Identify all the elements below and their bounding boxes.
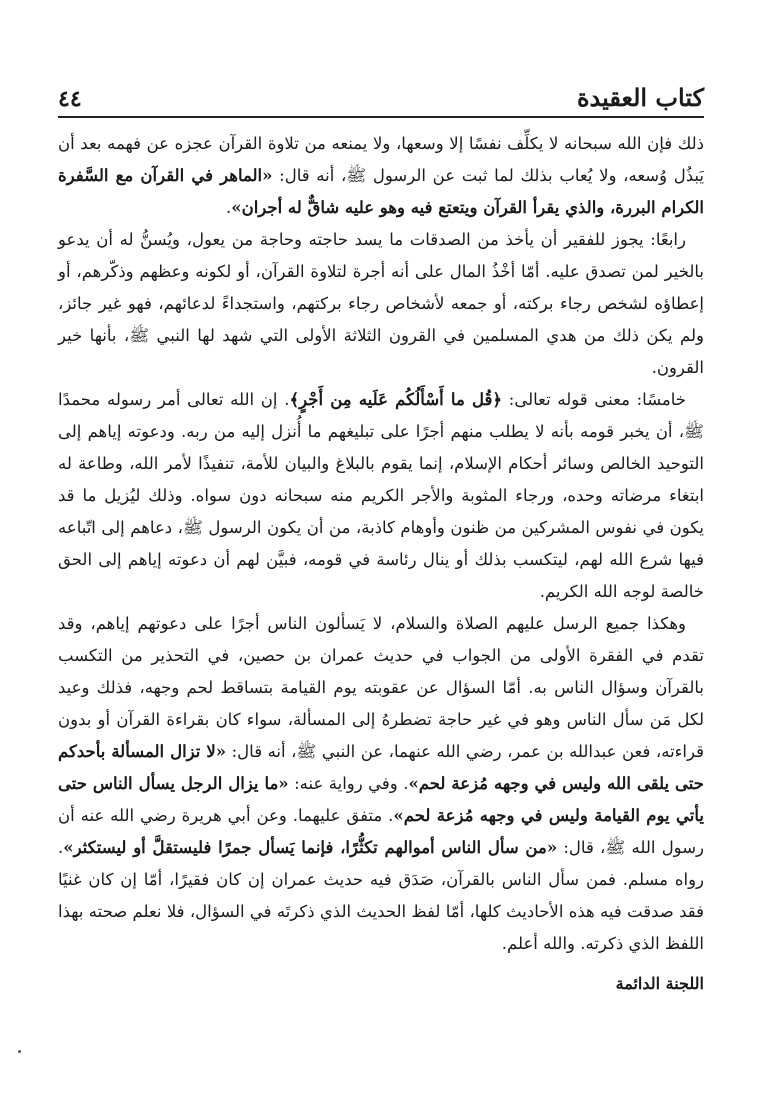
quoted-text: «الماهر في القرآن مع السَّفرة الكرام البررة، والذي يقرأ القرآن ويتعتع فيه وهو عليه شاقٌّ له أجران» (58, 166, 704, 217)
quoted-text: «ما يزال الرجل يسأل الناس حتى يأتي يوم القيامة وليس في وجهه مُزعة لحم» (58, 774, 704, 825)
margin-dot (18, 1050, 21, 1053)
quoted-text: «لا تزال المسألة بأحدكم حتى يلقى الله وليس في وجهه مُزعة لحم» (58, 742, 704, 793)
text-segment: خامسًا: معنى قوله تعالى: (502, 390, 686, 409)
quoted-text: ﴿قُل ما أَسْأَلُكُم عَلَيه مِن أَجْرٍ﴾ (289, 390, 503, 409)
text-segment: . إن الله تعالى أمر رسوله محمدًا ﷺ، أن يخبر قومه بأنه لا يطلب منهم أجرًا على تبليغهم ما أُنزل إليه من ربه. ودعوته إياهم إلى التوحيد الخالص وسائر أحكام الإسلام، إنما يقوم بالبلاغ والبيان للأمة، تنفيذًا لأمر الله، وطاعة له ابتغاء مرضاته وحده، ورجاء المثوبة والأجر الكريم منه سبحانه دون سواه. وذلك ليُزيل ما قد يكون في نفوس المشركين من ظنون وأوهام كاذبة، من أن يكون الرسول ﷺ، دعاهم إلى اتّباعه فيها شرع الله لهم، ليتكسب بذلك أو ينال رئاسة في قومه، فبيَّن لهم أن دعوته إياهم إلى الحق خالصة لوجه الله الكريم. (58, 390, 704, 601)
paragraph-1 (58, 128, 704, 224)
text-segment: . رواه مسلم. فمن سأل الناس بالقرآن، صَدَق فيه حديث عمران إن كان فقيرًا، أمّا إن كان غنيًا فقد صدقت فيه هذه الأحاديث كلها، أمّا لفظ الحديث الذي ذكرتَه في السؤال، فلا نعلم صحته بهذا اللفظ الذي ذكرته. والله أعلم. (58, 838, 704, 953)
text-segment: ذلك فإن الله سبحانه لا يكلِّف نفسًا إلا وسعها، ولا يمنعه من تلاوة القرآن عجزه عن فهمه بعد أن يَبذُل وُسعه، ولا يُعاب بذلك لما ثبت عن الرسول ﷺ، أنه قال: (58, 134, 704, 185)
body-text (58, 128, 704, 960)
paragraph-3 (58, 384, 704, 608)
paragraph-2 (58, 224, 704, 384)
signature: اللجنة الدائمة (615, 974, 704, 993)
text-segment: رابعًا: يجوز للفقير أن يأخذ من الصدقات ما يسد حاجته وحاجة من يعول، ويُسنُّ له أن يدعو بالخير لمن تصدق عليه. أمّا أخْذُ المال على أنه أجرة لتلاوة القرآن، أو لكونه وعظهم وذكّرهم، أو إعطاؤه لشخص رجاء بركته، أو جمعه لأشخاص رجاء بركتهم، واستجداءً لدعائهم، فهو غير جائز، ولم يكن ذلك من هدي المسلمين في القرون الثلاثة الأولى التي شهد لها النبي ﷺ، بأنها خير القرون. (58, 230, 704, 377)
quoted-text: «من سأل الناس أموالهم تكثُّرًا، فإنما يَسأل جمرًا فليستقلَّ أو ليستكثر» (63, 838, 558, 857)
page-header (58, 60, 704, 118)
text-segment: . (226, 198, 232, 217)
page-number: ٤٤ (58, 86, 82, 112)
book-title: كتاب العقيدة (576, 83, 704, 112)
text-segment: . وفي رواية عنه: (288, 774, 409, 793)
paragraph-4 (58, 608, 704, 960)
text-segment: وهكذا جميع الرسل عليهم الصلاة والسلام، لا يَسألون الناس أجرًا على دعوتهم إياهم، وقد تقدم في الفقرة الأولى من الجواب في حديث عمران بن حصين، في التحذير من التكسب بالقرآن وسؤال الناس به. أمّا السؤال عن عقوبته يوم القيامة بتساقط لحم وجهه، فذلك وعيد لكل مَن سأل الناس وهو في غير حاجة تضطرهُ إلى المسألة، سواء كان بقراءة القرآن أو بدون قراءته، فعن عبدالله بن عمر، رضي الله عنهما، عن النبي ﷺ، أنه قال: (58, 614, 705, 761)
document-page (58, 60, 704, 993)
text-segment: . متفق عليهما. وعن أبي هريرة رضي الله عنه أن رسول الله ﷺ، قال: (58, 806, 704, 857)
